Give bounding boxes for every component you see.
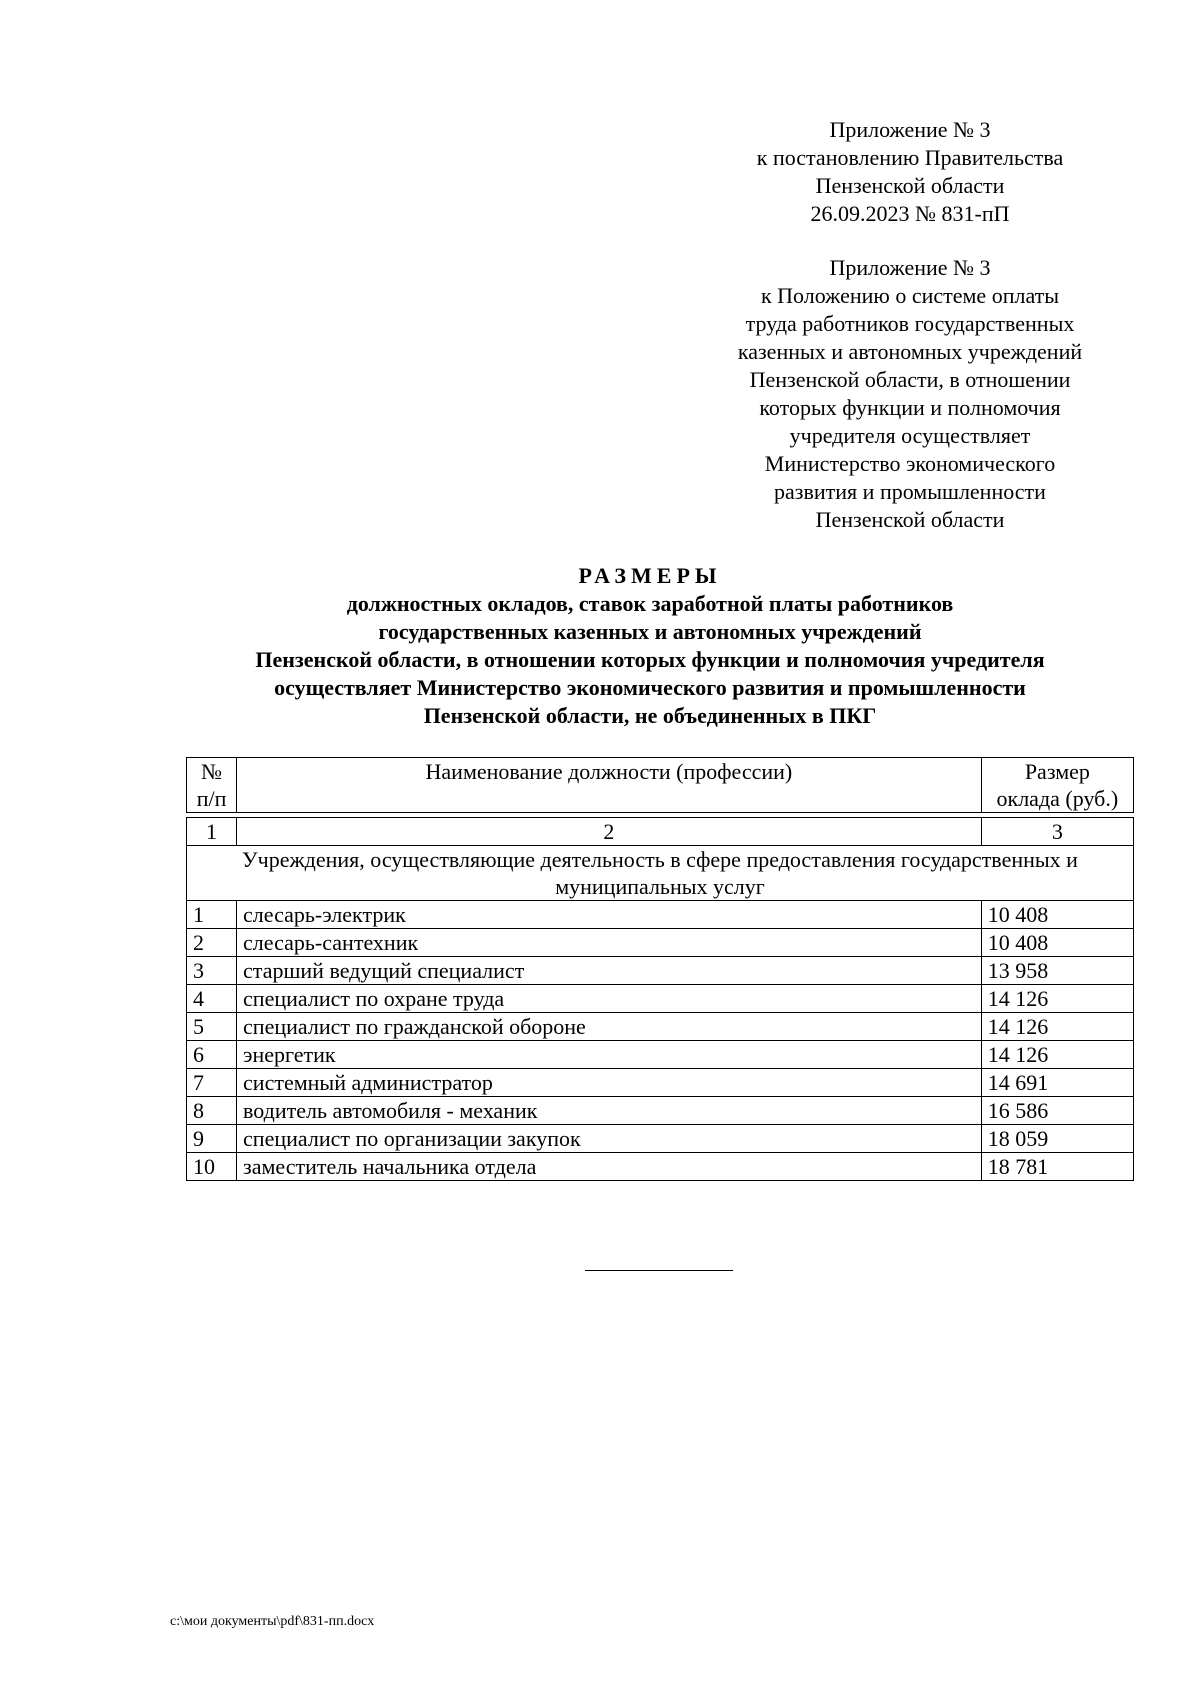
section-title: Учреждения, осуществляющие деятельность в сфере предоставления государственных и муниципальных услуг	[187, 846, 1134, 901]
table-row	[187, 1125, 1134, 1153]
attachment-line: Пензенской области, в отношении	[749, 367, 1071, 392]
attachment-line: Пензенской области	[815, 173, 1005, 198]
salary-amount: 10 408	[981, 929, 1133, 957]
salary-amount: 14 691	[981, 1069, 1133, 1097]
table-row	[187, 1097, 1134, 1125]
row-number: 8	[187, 1097, 237, 1125]
position-name: слесарь-электрик	[237, 901, 982, 929]
attachment-regulation	[700, 254, 1120, 534]
salary-amount: 16 586	[981, 1097, 1133, 1125]
position-name: специалист по охране труда	[237, 985, 982, 1013]
table-row	[187, 985, 1134, 1013]
position-name: слесарь-сантехник	[237, 929, 982, 957]
attachment-government-decree	[700, 116, 1120, 228]
salary-amount: 18 059	[981, 1125, 1133, 1153]
attachment-line: труда работников государственных	[745, 311, 1075, 336]
row-number: 1	[187, 901, 237, 929]
salary-amount: 14 126	[981, 1013, 1133, 1041]
attachment-line: к Положению о системе оплаты	[760, 283, 1060, 308]
attachment-line: Приложение № 3	[829, 117, 991, 142]
position-name: специалист по гражданской обороне	[237, 1013, 982, 1041]
row-number: 6	[187, 1041, 237, 1069]
attachment-line: которых функции и полномочия	[759, 395, 1061, 420]
attachment-line: к постановлению Правительства	[756, 145, 1064, 170]
title-line: государственных казенных и автономных учреждений	[378, 619, 922, 644]
row-number: 10	[187, 1153, 237, 1181]
end-divider	[585, 1270, 733, 1271]
attachment-line: развития и промышленности	[774, 479, 1046, 504]
document-title	[120, 562, 1180, 730]
salary-amount: 14 126	[981, 985, 1133, 1013]
row-number: 7	[187, 1069, 237, 1097]
position-name: специалист по организации закупок	[237, 1125, 982, 1153]
table-row	[187, 957, 1134, 985]
salary-amount: 10 408	[981, 901, 1133, 929]
title-line: Пензенской области, в отношении которых функции и полномочия учредителя	[255, 647, 1045, 672]
attachment-line: Приложение № 3	[829, 255, 991, 280]
column-number: 1	[187, 818, 237, 846]
position-name: водитель автомобиля - механик	[237, 1097, 982, 1125]
salary-table	[186, 757, 1134, 1181]
title-line: должностных окладов, ставок заработной платы работников	[346, 591, 954, 616]
row-number: 5	[187, 1013, 237, 1041]
column-number: 2	[237, 818, 982, 846]
title-line: осуществляет Министерство экономического развития и промышленности	[274, 675, 1026, 700]
position-name: энергетик	[237, 1041, 982, 1069]
position-name: системный администратор	[237, 1069, 982, 1097]
header-name: Наименование должности (профессии)	[237, 758, 982, 813]
footer-file-path: c:\мои документы\pdf\831-пп.docx	[170, 1614, 375, 1629]
attachment-line: Министерство экономического	[764, 451, 1056, 476]
row-number: 2	[187, 929, 237, 957]
position-name: старший ведущий специалист	[237, 957, 982, 985]
table-row	[187, 901, 1134, 929]
salary-amount: 18 781	[981, 1153, 1133, 1181]
row-number: 4	[187, 985, 237, 1013]
table-row	[187, 1069, 1134, 1097]
column-number: 3	[981, 818, 1133, 846]
title-heading: РАЗМЕРЫ	[578, 563, 722, 588]
table-row	[187, 1041, 1134, 1069]
table-row	[187, 1153, 1134, 1181]
title-line: Пензенской области, не объединенных в ПКГ	[423, 703, 877, 728]
attachment-line: 26.09.2023 № 831-пП	[810, 201, 1010, 226]
section-row	[187, 846, 1134, 901]
attachment-line: Пензенской области	[815, 507, 1005, 532]
position-name: заместитель начальника отдела	[237, 1153, 982, 1181]
header-num: № п/п	[187, 758, 237, 813]
row-number: 9	[187, 1125, 237, 1153]
column-numbers-row	[187, 818, 1134, 846]
table-header-row	[187, 758, 1134, 813]
table-row	[187, 1013, 1134, 1041]
attachment-line: казенных и автономных учреждений	[737, 339, 1083, 364]
attachment-line: учредителя осуществляет	[789, 423, 1031, 448]
salary-amount: 13 958	[981, 957, 1133, 985]
table-row	[187, 929, 1134, 957]
salary-amount: 14 126	[981, 1041, 1133, 1069]
row-number: 3	[187, 957, 237, 985]
header-size: Размер оклада (руб.)	[981, 758, 1133, 813]
